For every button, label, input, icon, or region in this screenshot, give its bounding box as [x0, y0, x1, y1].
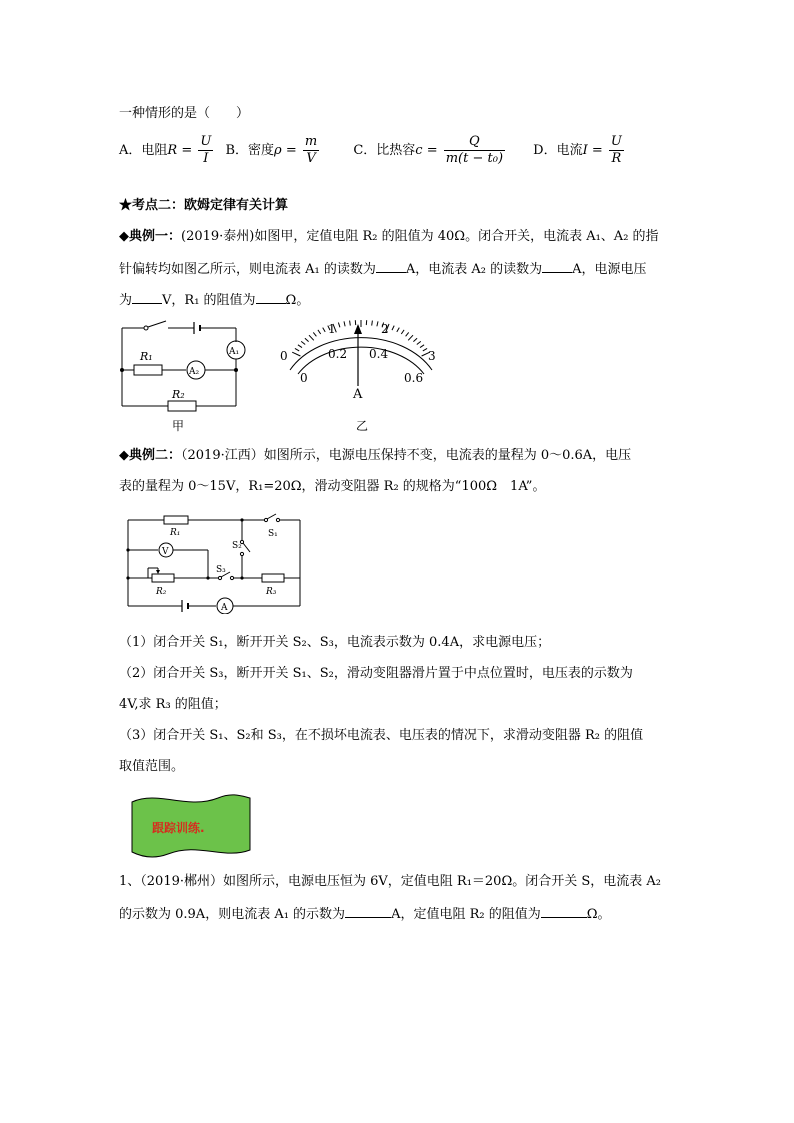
example1-text3a: 为 [119, 293, 133, 308]
example2-question2a: （2）闭合开关 S₃，断开开关 S₁、S₂，滑动变阻器滑片置于中点位置时，电压表的示数为 [119, 666, 633, 681]
example2-text1: （2019·江西）如图所示，电源电压保持不变，电流表的量程为 0～0.6A，电压 [181, 448, 632, 463]
answer-blank-a1[interactable] [376, 258, 406, 273]
practice1-text2a: 的示数为 0.9A，则电流表 A₁ 的示数为 [119, 907, 346, 922]
dial-tick [423, 348, 427, 351]
scale-bottom-1: 0.2 [328, 347, 348, 361]
example1-text2b: A，电流表 A₂ 的读数为 [405, 262, 543, 277]
circuit-diagram-example2 [122, 510, 308, 614]
fig2-s3-label: S₃ [216, 565, 226, 575]
dial-tick [350, 321, 351, 326]
dial-tick [413, 338, 417, 341]
option-b-numerator: m [304, 134, 318, 149]
option-row [119, 134, 626, 167]
dial-tick [372, 321, 373, 326]
option-d-denominator: R [611, 151, 622, 166]
ammeter-dial-yi [276, 318, 446, 436]
dial-tick [309, 335, 314, 340]
example2-question3b: 取值范围。 [119, 759, 185, 774]
option-a-label: A．电阻 [119, 143, 168, 158]
option-c-denominator: m(t − t₀) [445, 151, 504, 166]
scale-top-1: 1 [328, 322, 336, 336]
dial-tick [408, 335, 413, 340]
option-d-var: I [582, 143, 588, 158]
option-d-label: D．电流 [533, 143, 583, 158]
fig2-s2-label: S₂ [232, 541, 242, 551]
practice-banner [128, 790, 254, 862]
example2-line2: 表的量程为 0～15V，R₁=20Ω，滑动变阻器 R₂ 的规格为“100Ω 1A”。 [119, 479, 546, 494]
fig1-r2-label: R₂ [172, 388, 185, 401]
example1-label: ◆典例一： [119, 229, 181, 244]
fig2-r1-label: R₁ [170, 528, 181, 538]
option-c [353, 134, 511, 166]
practice1-text2c: Ω。 [586, 907, 611, 922]
dial-tick [318, 330, 321, 334]
option-b-denominator: V [306, 151, 316, 166]
dial-tick [420, 345, 424, 348]
fig2-voltmeter-label: V [162, 547, 169, 557]
example1-line3 [119, 289, 309, 311]
dial-tick [301, 341, 305, 344]
option-a [119, 134, 219, 166]
fig2-r2-label: R₂ [156, 587, 167, 597]
option-d [533, 134, 626, 166]
example1-text3b: V，R₁ 的阻值为 [162, 293, 256, 308]
fig1-a2-label: A₂ [189, 367, 200, 377]
option-b-var: ρ [274, 143, 282, 158]
practice1-line1: 1、（2019·郴州）如图所示，电源电压恒为 6V，定值电阻 R₁＝20Ω。闭合开关 S，电流表 A₂ [119, 874, 662, 889]
scale-bottom-3: 0.6 [404, 371, 424, 385]
scale-top-3: 3 [428, 349, 436, 363]
dial-tick [401, 330, 404, 334]
example2-line1 [119, 446, 631, 466]
section-title: ★考点二：欧姆定律有关计算 [119, 198, 289, 213]
dial-tick [392, 326, 394, 331]
dial-tick [305, 338, 309, 341]
option-c-fraction [444, 134, 505, 167]
option-d-fraction [609, 134, 624, 167]
dial-tick [406, 332, 409, 336]
example1-line1 [119, 227, 659, 247]
option-c-label: C．比热容 [353, 143, 416, 158]
example2-label: ◆典例二： [119, 448, 181, 463]
dial-tick [377, 321, 378, 326]
dial-tick [417, 341, 421, 344]
fig1-caption-jia: 甲 [172, 419, 185, 433]
dial-tick [292, 352, 300, 356]
option-d-eq: = [587, 143, 607, 158]
option-a-fraction [198, 134, 213, 167]
fig1-a1-label: A₁ [229, 347, 240, 357]
option-c-var: c [415, 143, 423, 158]
example1-text2c: A，电源电压 [572, 262, 647, 277]
option-b-eq: = [281, 143, 301, 158]
option-a-denominator: I [203, 151, 209, 166]
answer-blank-a2[interactable] [542, 258, 572, 273]
dial-tick [338, 323, 340, 328]
example1-text2a: 针偏转均如图乙所示，则电流表 A₁ 的读数为 [119, 262, 376, 277]
dial-tick [323, 328, 326, 332]
option-a-var: R [167, 143, 178, 158]
question-intro: 一种情形的是（ ） [119, 106, 250, 121]
practice1-text2b: A，定值电阻 R₂ 的阻值为 [391, 907, 541, 922]
example2-question2b: 4V,求 R₃ 的阻值； [119, 697, 227, 712]
answer-blank-voltage[interactable] [132, 289, 162, 304]
answer-blank-practice-r2[interactable] [541, 903, 587, 918]
example2-question3a: （3）闭合开关 S₁、S₂和 S₃，在不损坏电流表、电压表的情况下，求滑动变阻器 R₂ 的阻值 [119, 728, 644, 743]
fig2-s1-label: S₁ [268, 529, 278, 539]
scale-bottom-0: 0 [300, 371, 308, 385]
fig1-caption-yi: 乙 [356, 419, 369, 433]
option-c-eq: = [422, 143, 442, 158]
dial-tick [344, 321, 345, 326]
dial-tick [295, 348, 299, 351]
example1-text3c: Ω。 [285, 293, 310, 308]
option-b-fraction [303, 134, 319, 167]
fig1-r1-label: R₁ [140, 350, 153, 363]
meter-unit-label: A [353, 387, 363, 402]
answer-blank-r1[interactable] [256, 289, 286, 304]
example1-text1: (2019·泰州)如图甲，定值电阻 R₂ 的阻值为 40Ω。闭合开关，电流表 A₁、A₂ 的指 [181, 229, 659, 244]
option-b-label: B．密度 [225, 143, 275, 158]
scale-top-2: 2 [381, 322, 389, 336]
answer-blank-practice-a1[interactable] [345, 903, 391, 918]
fig2-r3-label: R₃ [266, 587, 277, 597]
dial-tick [298, 345, 302, 348]
banner-text: 跟踪训练. [152, 821, 205, 835]
dial-tick [313, 332, 316, 336]
example2-question1: （1）闭合开关 S₁，断开开关 S₂、S₃，电流表示数为 0.4A，求电源电压； [119, 635, 551, 650]
practice1-line2 [119, 903, 611, 925]
option-a-numerator: U [200, 134, 212, 149]
example1-line2 [119, 258, 647, 280]
option-d-numerator: U [610, 134, 622, 149]
scale-top-0: 0 [280, 349, 288, 363]
option-b [225, 134, 325, 166]
option-c-numerator: Q [444, 134, 505, 151]
scale-bottom-2: 0.4 [369, 347, 389, 361]
option-a-eq: = [177, 143, 197, 158]
fig2-ammeter-label: A [221, 603, 228, 613]
circuit-diagram-jia [114, 318, 254, 436]
dial-tick [397, 328, 400, 332]
